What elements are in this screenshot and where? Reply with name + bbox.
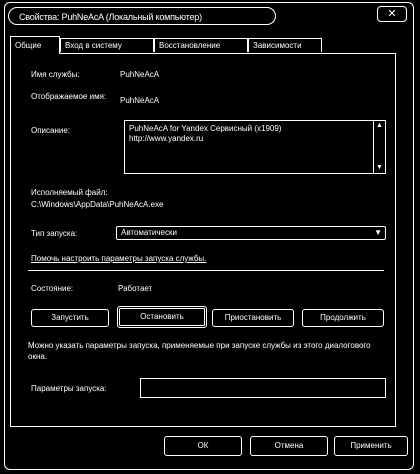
start-params-note: Можно указать параметры запуска, применяемые при запуске службы из этого диалогового окна. <box>28 341 371 361</box>
start-button[interactable]: Запустить <box>31 309 109 327</box>
tab-recovery[interactable]: Восстановление <box>154 38 248 52</box>
resume-button[interactable]: Продолжить <box>302 309 384 327</box>
stop-button[interactable]: Остановить <box>117 306 207 328</box>
ok-button[interactable]: ОК <box>164 436 242 456</box>
exe-path-value: C:\Windows\AppData\PuhNeAcA.exe <box>31 200 164 209</box>
display-name-label: Отображаемое имя: <box>31 92 107 101</box>
startup-type-value: Автоматически <box>121 228 177 237</box>
general-panel <box>10 53 396 427</box>
cancel-button[interactable]: Отмена <box>250 436 328 456</box>
close-icon: ✕ <box>387 8 397 20</box>
scroll-up-icon[interactable]: ▲ <box>376 122 383 129</box>
description-scrollbar[interactable] <box>373 121 385 173</box>
tab-general[interactable]: Общие <box>10 36 60 54</box>
service-name-value: PuhNeAcA <box>120 70 160 79</box>
tab-dependencies[interactable]: Зависимости <box>248 38 322 52</box>
description-label: Описание: <box>31 126 71 135</box>
display-name-value: PuhNeAcA <box>120 96 160 105</box>
apply-button[interactable]: Применить <box>334 436 408 456</box>
chevron-down-icon: ▼ <box>374 228 382 237</box>
title-bar[interactable] <box>5 3 413 31</box>
description-text: PuhNeAcA for Yandex Сервисный (x1909) http://www.yandex.ru <box>129 124 282 143</box>
window-title: Свойства: PuhNeAcA (Локальный компьютер) <box>19 12 202 22</box>
exe-path-label: Исполняемый файл: <box>31 188 108 197</box>
help-link[interactable]: Помочь настроить параметры запуска службы. <box>31 254 207 263</box>
status-label: Состояние: <box>31 284 74 293</box>
close-button[interactable] <box>377 6 407 22</box>
start-params-label: Параметры запуска: <box>31 384 107 393</box>
divider <box>28 270 384 271</box>
description-box[interactable] <box>124 120 386 174</box>
title-pill <box>8 7 276 25</box>
startup-type-select[interactable] <box>116 226 386 240</box>
tab-logon[interactable]: Вход в систему <box>60 38 154 52</box>
service-name-label: Имя службы: <box>31 70 80 79</box>
pause-button[interactable]: Приостановить <box>212 309 294 327</box>
scroll-down-icon[interactable]: ▼ <box>376 164 383 171</box>
startup-type-label: Тип запуска: <box>31 229 78 238</box>
status-value: Работает <box>118 284 153 293</box>
start-params-input[interactable] <box>140 378 386 398</box>
